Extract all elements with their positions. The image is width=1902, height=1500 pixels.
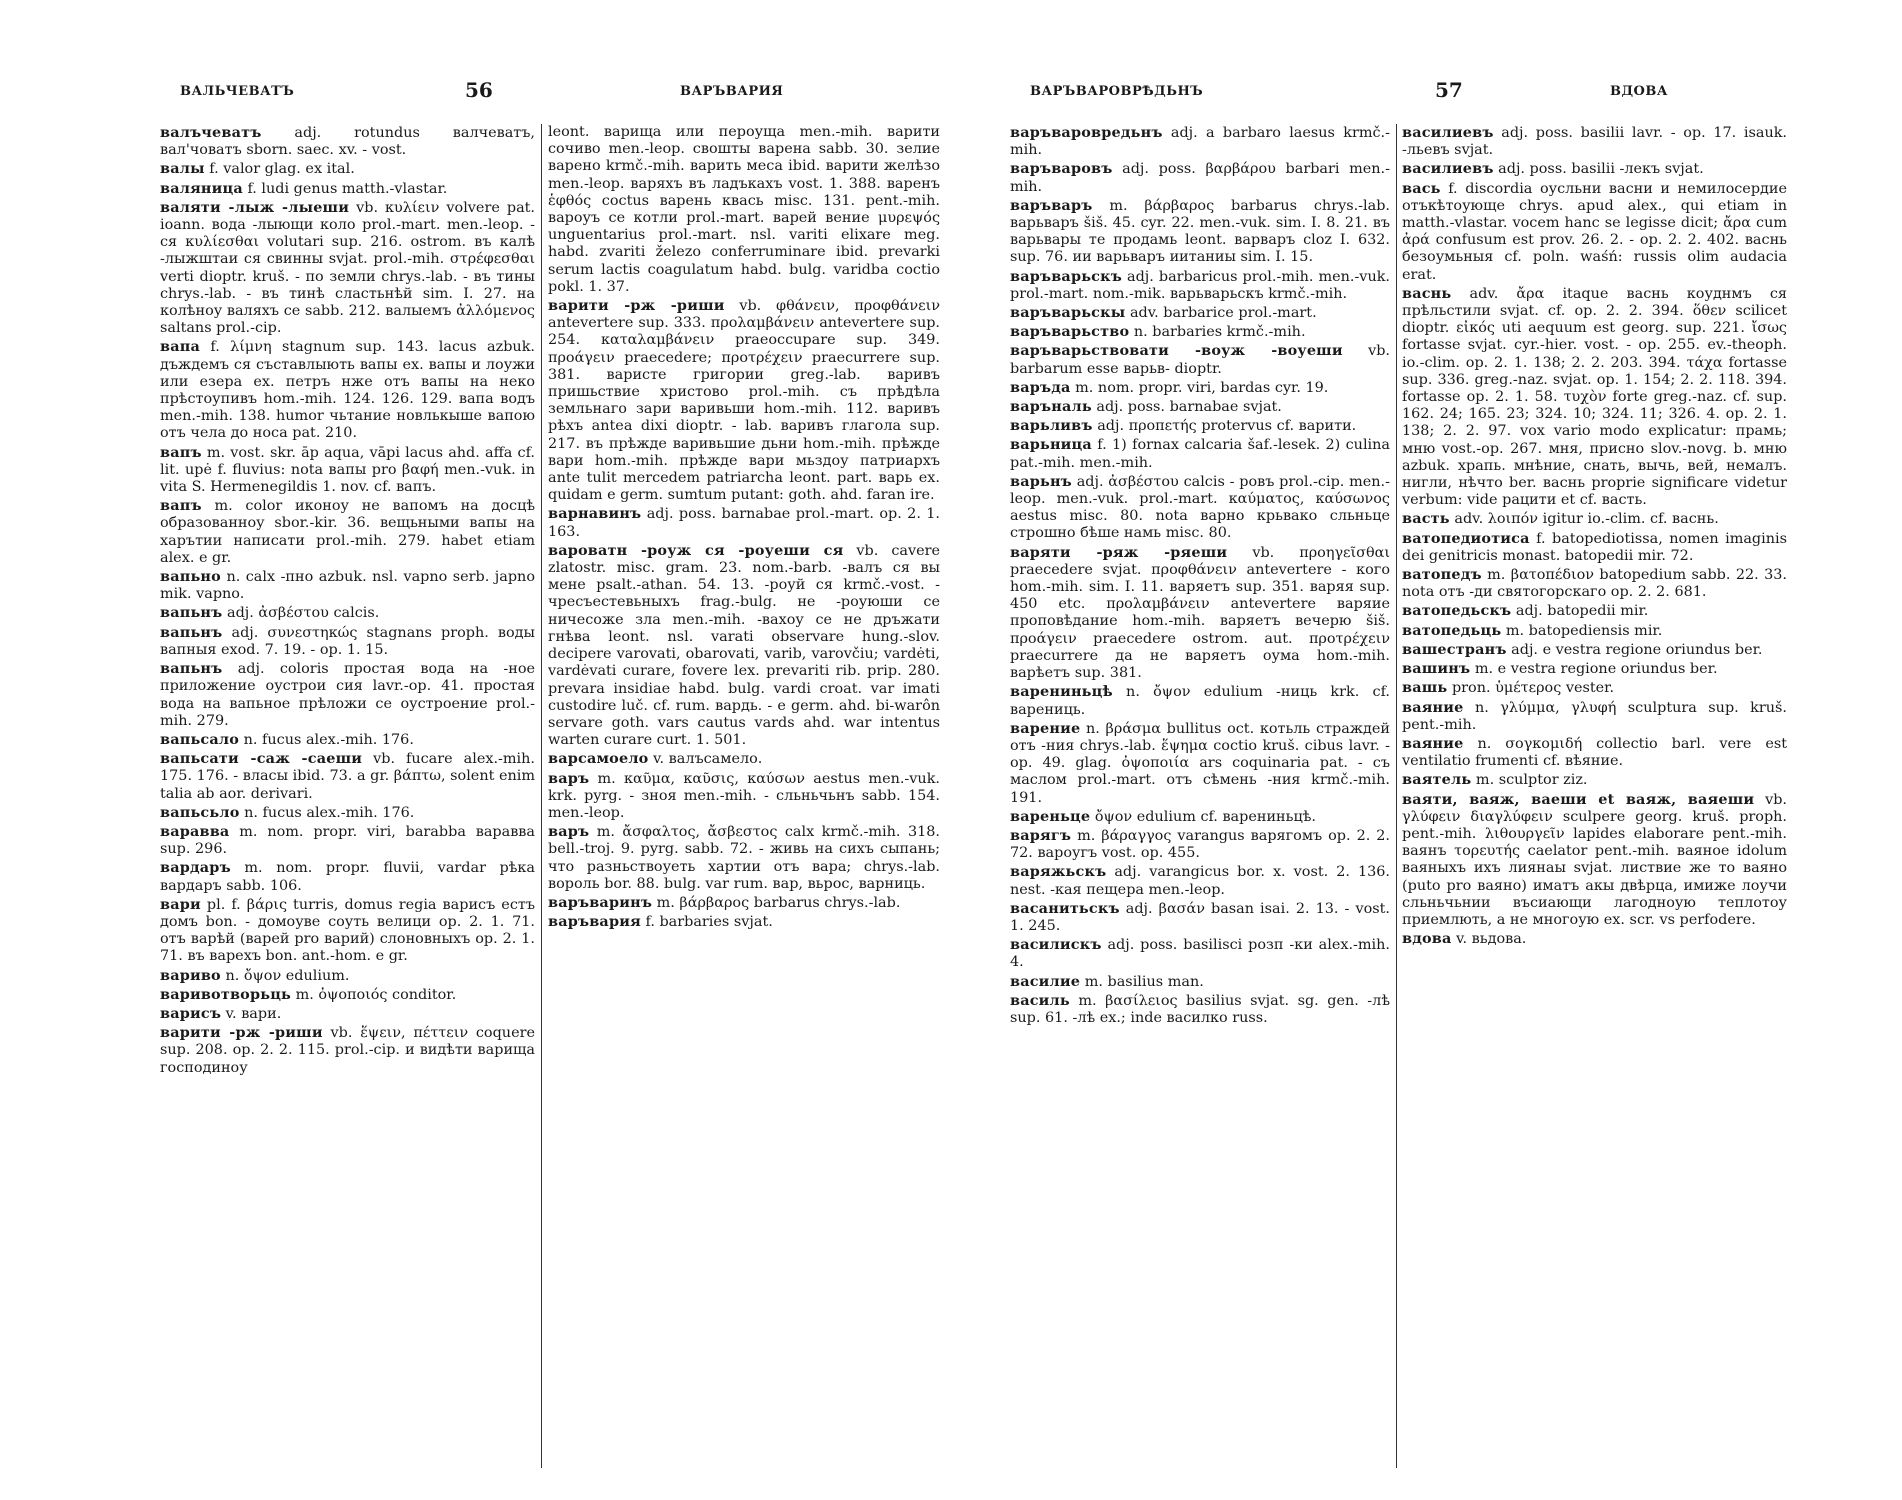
- entry-definition: n. barbaries krmč.-mih.: [1133, 324, 1306, 341]
- entry-headword: варъваръ: [1010, 196, 1093, 214]
- entry-headword: варьнъ: [1010, 472, 1072, 490]
- entry-definition: n. calx -пно azbuk. nsl. vapno serb. japno mik. vapno.: [160, 569, 535, 603]
- dictionary-entry: [160, 986, 535, 1004]
- dictionary-entry: [1402, 771, 1787, 789]
- dictionary-entry: [548, 505, 940, 540]
- entry-headword: варяжьскъ: [1010, 863, 1107, 881]
- entry-definition: n. fucus alex.-mih. 176.: [243, 731, 414, 748]
- entry-definition: n. γλύμμα, γλυφή sculptura sup. kruš. pent.-mih.: [1402, 699, 1787, 733]
- entry-definition: adj. barbaricus prol.-mih. men.-vuk. prol.-mart. nom.-mik. варьварьскъ krmč.-mih.: [1010, 268, 1390, 302]
- dictionary-entry: [1010, 197, 1390, 267]
- entry-headword: вариво: [160, 966, 221, 984]
- entry-definition: adj. poss. basilii lavr. - op. 17. isauk. -льевъ svjat.: [1402, 125, 1787, 159]
- entry-definition: n. βράσμα bullitus oct. котьль страждей отъ -ния chrys.-lab. ἕψημα coctio kruš. cibus lavr. - op. 49. glag. ὀψοποιία ars coquinaria pat. - съ маслом prol.-mart. отъ сѣмень -ния krmč.-mih. 191.: [1010, 720, 1390, 806]
- dictionary-entry: [160, 568, 535, 603]
- entry-definition: n. ὄψον edulium -ниць krk. cf. варениць.: [1010, 684, 1390, 718]
- entry-definition: v. валъсамело.: [653, 751, 763, 768]
- entry-definition: vb. κυλίειν volvere pat. ioann. вода -лыющи коло prol.-mart. men.-leop. - ся κυλίεσθαι volutari sup. 216. ostrom. въ калѣ -лыжштаи ся свинны svjat. prol.-mih. στρέφεσθαι verti dioptr. kruš. - по земли chrys.-lab. - въ тины chrys.-lab. - въ тинѣ сластьнѣй sim. I. 27. на колѣноу валяхъ се sabb. 212. валыемъ ἀλλόμενος saltans prol.-cip.: [160, 199, 535, 337]
- entry-headword: вари: [160, 895, 201, 913]
- dictionary-entry: [1010, 304, 1390, 322]
- entry-headword: варягъ: [1010, 826, 1072, 844]
- column-left: [160, 124, 535, 1478]
- dictionary-entry: [160, 859, 535, 894]
- dictionary-entry: [1010, 973, 1390, 991]
- entry-definition: adj. rotundus валчеватъ, вал'човатъ sborn. saec. xv. - vost.: [160, 125, 535, 159]
- entry-headword: варавва: [160, 822, 230, 840]
- entry-definition: m. color иконоу не вапомъ на досцѣ образованноу sbor.-kir. 36. вещьными вапы на харътии написати prol.-mih. 279. habet etiam alex. e gr.: [160, 498, 535, 566]
- entry-definition: leont. варища или пероуща men.-mih. варити сочиво men.-leop. свошты варена sabb. 30. зелие варено krmč.-mih. варить меса ibid. варити желѣзо men.-leop. варяхъ въ ладъкахъ vost. 1. 388. варенъ ἑφθός coctus варень квась misc. 131. pent.-mih. вароуъ се котли prol.-mart. варей вение μυρεψός unguentarius prol.-mart. nsl. variti elixare meg. habd. zvariti železo conferruminare ibid. prevarki serum lactis coagulatum habd. bulg. varidba coctio pokl. 1. 37.: [548, 124, 940, 295]
- entry-definition: m. βάραγγος varangus варягомъ op. 2. 2. 72. вароугъ vost. op. 455.: [1010, 827, 1390, 862]
- entry-definition: m. ἄσφαλτος, ἄσβεστος calx krmč.-mih. 318. bell.-troj. 9. pyrg. sabb. 72. - живь на сихъ сыпань; что разньствоуеть хартии отъ вара; chrys.-lab. вороль bor. 88. bulg. var rum. вар, вьрос, варниць.: [548, 824, 940, 892]
- entry-headword: василискъ: [1010, 936, 1102, 954]
- entry-headword: варъварьскы: [1010, 304, 1126, 322]
- entry-definition: adj. poss. barnabae svjat.: [1096, 399, 1282, 416]
- dictionary-entry: [548, 750, 940, 768]
- entry-definition: adj. e vestra regione oriundus ber.: [1511, 641, 1763, 658]
- entry-headword: варити -рж -риши: [548, 297, 725, 315]
- dictionary-entry: [548, 913, 940, 931]
- entry-headword: варъ: [548, 823, 590, 841]
- text-columns: [1010, 124, 1790, 1478]
- dictionary-entry: [160, 731, 535, 749]
- entry-headword: вапьнъ: [160, 623, 223, 641]
- dictionary-entry: [1402, 530, 1787, 565]
- dictionary-entry: [160, 604, 535, 622]
- entry-definition: adj. συνεστηκώς stagnans proph. воды вапныя exod. 7. 19. - op. 1. 15.: [160, 624, 535, 658]
- entry-headword: валъчеватъ: [160, 124, 262, 141]
- dictionary-entry: [160, 180, 535, 198]
- entry-headword: васть: [1402, 510, 1450, 528]
- entry-headword: варъварьскъ: [1010, 267, 1122, 285]
- column-divider: [1396, 124, 1397, 1468]
- dictionary-entry: [1402, 660, 1787, 678]
- entry-definition: adj. προπετής protervus cf. варити.: [1097, 418, 1357, 435]
- dictionary-entry: [160, 444, 535, 497]
- dictionary-entry: [548, 770, 940, 823]
- entry-headword: варити -рж -риши: [160, 1024, 323, 1042]
- entry-definition: adj. ἀσβέστου calcis - ровъ prol.-cip. men.-leop. men.-vuk. prol.-mart. καύματος, καύσωνος aestus misc. 80. nota варно крьвако сльньце строшно бѣше намь misc. 80.: [1010, 473, 1390, 542]
- entry-definition: f. batopediotissa, nomen imaginis dei genitricis monast. batopedii mir. 72.: [1402, 530, 1787, 564]
- entry-headword: варсамоело: [548, 750, 649, 768]
- column-left: [1010, 124, 1390, 1478]
- dictionary-entry: [1402, 699, 1787, 734]
- entry-headword: валы: [160, 160, 205, 178]
- entry-headword: варъваровъ: [1010, 160, 1113, 178]
- entry-definition: adv. λοιπόν igitur io.-clim. cf. васнь.: [1454, 511, 1719, 528]
- entry-definition: f. barbaries svjat.: [645, 914, 773, 931]
- entry-definition: adv. ἄρα itaque васнь коуднмъ ся прѣльстили svjat. cf. op. 2. 2. 394. ὅθεν scilicet dioptr. εἰκός uti aequum est georg. sup. 221. ἴσως fortasse svjat. cyr.-hier. vost. - op. 255. ev.-theoph. io.-clim. op. 2. 1. 138; 2. 2. 203. 394. τάχα fortasse sup. 336. greg.-naz. svjat. op. 1. 154; 2. 2. 118. 394. fortasse op. 2. 1. 58. τυχὸν forte greg.-naz. cf. sup. 162. 24; 165. 23; 324. 10; 324. 11; 326. 4. op. 2. 1. 138; 2. 2. 97. vox vario modo explicatur: прамь; мню vost.-op. 267. мня, присно slov.-novg. b. мню azbuk. храпь. мнѣние, снать, вычь, вей, немалъ. нигли, нѣчто ber. васнь proprie significare videtur verbum: vide рацити et cf. васть.: [1402, 285, 1787, 509]
- entry-definition: f. λίμνη stagnum sup. 143. lacus azbuk. дъждемъ ся съставлыють вапы ex. вапы и лоужи или езера ex. петръ нже отъ вапы на неко прѣстоупивъ hom.-mih. 124. 126. 129. вапа водъ men.-mih. 138. humor чьтание новлькыше вапою отъ чела до носа pat. 210.: [160, 339, 535, 442]
- entry-definition: adj. ἀσβέστου calcis.: [226, 605, 380, 622]
- right-page: [1010, 78, 1790, 1478]
- entry-headword: вароватн -роуж ся -роуеши ся: [548, 541, 844, 559]
- dictionary-entry: [1010, 936, 1390, 971]
- entry-headword: варъ: [548, 769, 590, 787]
- dictionary-entry: [160, 896, 535, 966]
- dictionary-entry: [1010, 342, 1390, 377]
- entry-headword: варъвария: [548, 913, 641, 931]
- dictionary-entry: [1402, 679, 1787, 697]
- dictionary-entry: [1402, 285, 1787, 510]
- entry-headword: васанитьскъ: [1010, 899, 1120, 917]
- entry-headword: вапьсало: [160, 730, 240, 748]
- dictionary-entry: [160, 823, 535, 858]
- entry-headword: варъналь: [1010, 398, 1092, 416]
- dictionary-entry: [1010, 124, 1390, 159]
- entry-definition: ὄψον edulium cf. варениньцѣ.: [1094, 808, 1316, 825]
- dictionary-entry: [1010, 900, 1390, 935]
- entry-definition: n. ὄψον edulium.: [225, 967, 350, 984]
- entry-definition: m. βατοπέδιον batopedium sabb. 22. 33. nota отъ -ди святогорскаго op. 2. 2. 681.: [1402, 567, 1787, 601]
- entry-headword: вась: [1402, 179, 1441, 197]
- dictionary-entry: [160, 1024, 535, 1077]
- entry-headword: ватопедиотиса: [1402, 529, 1530, 547]
- dictionary-entry: [160, 804, 535, 822]
- entry-definition: f. ludi genus matth.-vlastar.: [247, 180, 448, 197]
- entry-headword: вашестранъ: [1402, 640, 1507, 658]
- entry-definition: m. βάρβαρος barbarus chrys.-lab. варьваръ šiš. 45. cyr. 22. men.-vuk. sim. I. 8. 21. въ варьвары те продамь leont. варваръ cloz I. 632. sup. 76. ии варьваръ иитаниы sim. I. 15.: [1010, 197, 1390, 266]
- entry-headword: василиевъ: [1402, 160, 1494, 178]
- entry-headword: василь: [1010, 991, 1070, 1009]
- entry-definition: vb. fucare alex.-mih. 175. 176. - власы ibid. 73. a gr. βάπτω, solent enim talia ab aor. derivari.: [160, 751, 535, 802]
- entry-headword: ваяти, ваяж, ваеши et ваяж, ваяеши: [1402, 790, 1755, 808]
- dictionary-entry: [160, 124, 535, 159]
- entry-headword: варяти -ряж -ряеши: [1010, 543, 1228, 561]
- entry-headword: василие: [1010, 972, 1081, 990]
- entry-definition: vb. barbarum esse варьв- dioptr.: [1010, 343, 1390, 377]
- dictionary-entry: [1010, 268, 1390, 303]
- dictionary-entry: [1010, 160, 1390, 195]
- entry-definition: adj. poss. basilisci розп -ки alex.-mih. 4.: [1010, 937, 1390, 971]
- entry-definition: adj. coloris простая вода на -ное приложение оустрои сия lavr.-op. 41. простая вода на вапьное прѣложи се оустроение prol.-mih. 279.: [160, 661, 535, 729]
- page-number: 57: [1435, 78, 1463, 102]
- entry-definition: vb. γλύφειν διαγλύφειν sculpere georg. kruš. proph. pent.-mih. λιθουργεῖν lapides elaborare pent.-mih. ваянъ τορευτής caelator pent.-mih. ваяное idolum ваяныхъ ихъ лиянаы svjat. листвие же то ваяно (puto pro ваяно) иматъ акы двѣрца, имиже лоучи сльньчьнии въсиающи лагодноую теплотоу приемлють, а не многоую ex. scr. vs perfodere.: [1402, 791, 1787, 928]
- dictionary-entry: [1402, 566, 1787, 601]
- entry-definition: m. καῦμα, καῦσις, καύσων aestus men.-vuk. krk. pyrg. - зноя men.-mih. - сльньчьнъ sabb. 154. men.-leop.: [548, 770, 940, 821]
- column-right: [1402, 124, 1787, 1478]
- dictionary-entry: [1010, 992, 1390, 1027]
- dictionary-entry: [1402, 622, 1787, 640]
- dictionary-entry: [1402, 735, 1787, 770]
- entry-definition: adj. poss. βαρβάρου barbari men.-mih.: [1010, 161, 1390, 195]
- dictionary-entry: [1010, 436, 1390, 471]
- entry-headword: вдова: [1402, 930, 1452, 948]
- column-right: [548, 124, 940, 1478]
- entry-headword: варьливъ: [1010, 417, 1093, 435]
- entry-definition: vb. cavere zlatostr. misc. gram. 23. nom.-barb. -валъ ся вы мене psalt.-athan. 54. 13. -роуй ся krmč.-vost. - чресъестевьныхъ frag.-bulg. не -роуюши се ничесоже зла men.-mih. -вахоу се не дръжати гнѣва leont. nsl. varati observare hung.-slov. decipere varovati, obarovati, varib, varovčiu; vardėti, vardėvati curare, fovere lex. prevariti rib. prip. 280. prevara insidiae habd. bulg. vardi croat. var imati custodire luč. cf. rum. вардь. - e germ. ahd. bi-warôn servare goth. vars cautus vards ahd. war intentus warten curare curt. 1. 501.: [548, 542, 940, 749]
- entry-headword: варивотворьць: [160, 985, 291, 1003]
- dictionary-entry: [160, 338, 535, 442]
- entry-headword: валяница: [160, 179, 243, 197]
- entry-definition: m. nom. propr. viri, bardas cyr. 19.: [1075, 379, 1329, 396]
- entry-definition: vb. προηγεῖσθαι praecedere svjat. προφθάνειν antevertere - кого hom.-mih. sim. I. 11. варяетъ sup. 351. варяя sup. 450 etc. προλαμβάνειν antevertere варяие проповѣдание hom.-mih. варяетъ вечерю šiš. προάγειν praecedere ostrom. aut. προτρέχειν praecurrere да не варяетъ оума hom.-mih. варѣетъ sup. 381.: [1010, 544, 1390, 682]
- entry-definition: adj. varangicus bor. x. vost. 2. 136. nest. -кая пещера men.-leop.: [1010, 864, 1390, 898]
- dictionary-entry: [1010, 827, 1390, 862]
- dictionary-entry: [1402, 930, 1787, 948]
- entry-headword: варъда: [1010, 378, 1071, 396]
- dictionary-entry: [1402, 510, 1787, 528]
- entry-definition: v. вьдова.: [1456, 931, 1527, 948]
- entry-definition: m. nom. propr. fluvii, vardar рѣка вардаръ sabb. 106.: [160, 860, 535, 894]
- dictionary-entry: [1010, 863, 1390, 898]
- entry-headword: вапьсати -саж -саеши: [160, 750, 363, 768]
- column-divider: [541, 124, 542, 1468]
- entry-definition: m. vost. skr. āp aqua, vāpi lacus ahd. affa cf. lit. upė f. fluvius: nota вапы pro βαφή men.-vuk. in vita S. Hermenegildis 1. nov. cf. вапъ.: [160, 444, 535, 496]
- entry-headword: варъварьство: [1010, 323, 1130, 341]
- entry-headword: варисъ: [160, 1004, 222, 1022]
- dictionary-entry: [160, 1005, 535, 1023]
- entry-headword: васнь: [1402, 284, 1452, 302]
- dictionary-entry: [1010, 379, 1390, 397]
- entry-headword: ваятель: [1402, 771, 1472, 789]
- entry-definition: adj. poss. basilii -лекъ svjat.: [1498, 161, 1704, 178]
- dictionary-entry: [548, 894, 940, 912]
- entry-headword: ваяние: [1402, 698, 1464, 716]
- entry-definition: f. discordia оусльни васни и немилосердие отъкѣтоующе chrys. apud alex., qui etiam in matth.-vlastar. vocem hanc se legisse dicit; ἄρα cum ἀρά confusum est prov. 26. 2. - op. 2. 2. 402. васнь безоумьныя cf. poln. waśń: russis olim audacia erat.: [1402, 180, 1787, 283]
- entry-headword: вардаръ: [160, 859, 231, 877]
- dictionary-entry: [1010, 683, 1390, 718]
- entry-definition: m. e vestra regione oriundus ber.: [1474, 661, 1718, 678]
- running-head-first-entry: ВАРЪВАРОВРѢДЬНЪ: [1030, 84, 1204, 99]
- dictionary-entry: [1010, 473, 1390, 543]
- entry-headword: вапъ: [160, 497, 202, 515]
- entry-headword: ватопедьскъ: [1402, 602, 1512, 620]
- dictionary-entry: [160, 497, 535, 567]
- entry-headword: вапьнъ: [160, 660, 223, 678]
- running-head-last-entry: ВАРЪВАРИЯ: [680, 84, 784, 99]
- entry-headword: вапьнъ: [160, 604, 223, 622]
- entry-headword: вапьно: [160, 568, 221, 586]
- entry-headword: ваяние: [1402, 734, 1464, 752]
- entry-headword: варение: [1010, 719, 1081, 737]
- entry-definition: vb. φθάνειν, προφθάνειν antevertere sup. 333. προλαμβάνειν antevertere sup. 254. καταλαμβάνειν praeoccupare sup. 349. προάγειν praecedere; προτρέχειν praecurrere sup. 381. варисте григории greg.-lab. варивъ пришьствие христово prol.-mih. съ прѣдѣла земльнаго зари варивьши hom.-mih. 112. варивъ рѣхъ antea dixi dioptr. - lab. варивъ глагола sup. 217. въ прѣжде варивьшие дьни hom.-mih. прѣжде вари hom.-mih. прѣжде вари мьздоу патриархъ ante tulit mercedem patriarcha leont. part. варь ex. quidam e germ. sumtum putant: goth. ahd. faran ire.: [548, 298, 940, 504]
- running-head-last-entry: ВДОВА: [1610, 84, 1668, 99]
- dictionary-entry: [160, 660, 535, 730]
- entry-definition: m. basilius man.: [1084, 973, 1204, 990]
- entry-headword: вашь: [1402, 679, 1448, 697]
- dictionary-entry: [548, 542, 940, 749]
- entry-definition: adj. βασάν basan isai. 2. 13. - vost. 1. 245.: [1010, 900, 1390, 934]
- dictionary-entry: [1402, 160, 1787, 178]
- entry-headword: варъваринъ: [548, 893, 653, 911]
- text-columns: [160, 124, 960, 1478]
- entry-headword: варениньцѣ: [1010, 683, 1113, 701]
- entry-headword: вапьсьло: [160, 803, 240, 821]
- entry-headword: вареньце: [1010, 807, 1091, 825]
- dictionary-entry: [1402, 791, 1787, 930]
- dictionary-entry: [160, 967, 535, 985]
- dictionary-entry: [1010, 544, 1390, 683]
- entry-definition: m. nom. propr. viri, barabba варавва sup. 296.: [160, 823, 535, 858]
- dictionary-entry: [160, 199, 535, 338]
- page-number: 56: [465, 78, 493, 102]
- running-head-first-entry: ВАЛЬЧЕВАТЪ: [180, 84, 295, 99]
- entry-headword: валяти -лыж -лыеши: [160, 198, 350, 216]
- dictionary-entry: [548, 823, 940, 893]
- entry-headword: варнавинъ: [548, 505, 642, 523]
- entry-headword: ватопедьць: [1402, 621, 1502, 639]
- entry-definition: f. valor glag. ex ital.: [209, 161, 355, 178]
- entry-headword: василиевъ: [1402, 124, 1494, 141]
- dictionary-entry: [160, 160, 535, 178]
- entry-definition: m. batopediensis mir.: [1505, 622, 1663, 639]
- entry-definition: adj. poss. barnabae prol.-mart. op. 2. 1. 163.: [548, 506, 940, 540]
- entry-headword: варъваровредьнъ: [1010, 124, 1163, 141]
- entry-definition: m. ὀψοποιός conditor.: [295, 986, 457, 1003]
- entry-definition: n. fucus alex.-mih. 176.: [244, 804, 415, 821]
- entry-definition: pl. f. βάρις turris, domus regia варисъ естъ домъ bon. - домоуве соуть велици op. 2. 1. 71. отъ варѣй (варей pro варий) слоновныхъ op. 2. 1. 71. въ варехъ bon. ant.-hom. e gr.: [160, 896, 535, 965]
- entry-definition: m. βασίλειος basilius svjat. sg. gen. -лѣ sup. 61. -лѣ ex.; inde василко russ.: [1010, 992, 1390, 1026]
- dictionary-entry: [1402, 602, 1787, 620]
- entry-definition: pron. ὑμέτερος vester.: [1451, 680, 1615, 697]
- dictionary-entry: [1010, 323, 1390, 341]
- entry-definition: n. σογκομιδή collectio barl. vere est ventilatio frumenti cf. вѣяние.: [1402, 735, 1787, 770]
- entry-headword: варьница: [1010, 436, 1092, 454]
- entry-headword: вашинъ: [1402, 660, 1471, 678]
- entry-headword: ватопедъ: [1402, 566, 1482, 584]
- dictionary-entry: [548, 297, 940, 504]
- dictionary-entry: [1010, 398, 1390, 416]
- dictionary-entry: [548, 124, 940, 296]
- entry-headword: вапа: [160, 338, 200, 356]
- entry-headword: варъварьствовати -воуж -воуеши: [1010, 342, 1343, 360]
- dictionary-entry: [1010, 720, 1390, 807]
- dictionary-entry: [1402, 124, 1787, 159]
- entry-definition: adj. a barbaro laesus krmč.-mih.: [1010, 125, 1390, 159]
- dictionary-entry: [1010, 417, 1390, 435]
- entry-definition: m. sculptor ziz.: [1475, 772, 1588, 789]
- dictionary-entry: [1010, 808, 1390, 826]
- entry-definition: vb. ἕψειν, πέττειν coquere sup. 208. op. 2. 2. 115. prol.-cip. и видѣти варища господиноу: [160, 1025, 535, 1076]
- entry-definition: m. βάρβαρος barbarus chrys.-lab.: [656, 894, 901, 911]
- running-head: [1010, 78, 1790, 108]
- entry-definition: f. 1) fornax calcaria šaf.-lesek. 2) culina pat.-mih. men.-mih.: [1010, 437, 1390, 471]
- entry-definition: adv. barbarice prol.-mart.: [1129, 305, 1317, 322]
- dictionary-entry: [1402, 641, 1787, 659]
- entry-definition: adj. batopedii mir.: [1515, 603, 1649, 620]
- entry-definition: v. вари.: [225, 1005, 282, 1022]
- left-page: [160, 78, 960, 1478]
- running-head: [160, 78, 960, 108]
- dictionary-entry: [1402, 180, 1787, 284]
- dictionary-entry: [160, 750, 535, 803]
- dictionary-entry: [160, 624, 535, 659]
- entry-headword: вапъ: [160, 443, 202, 461]
